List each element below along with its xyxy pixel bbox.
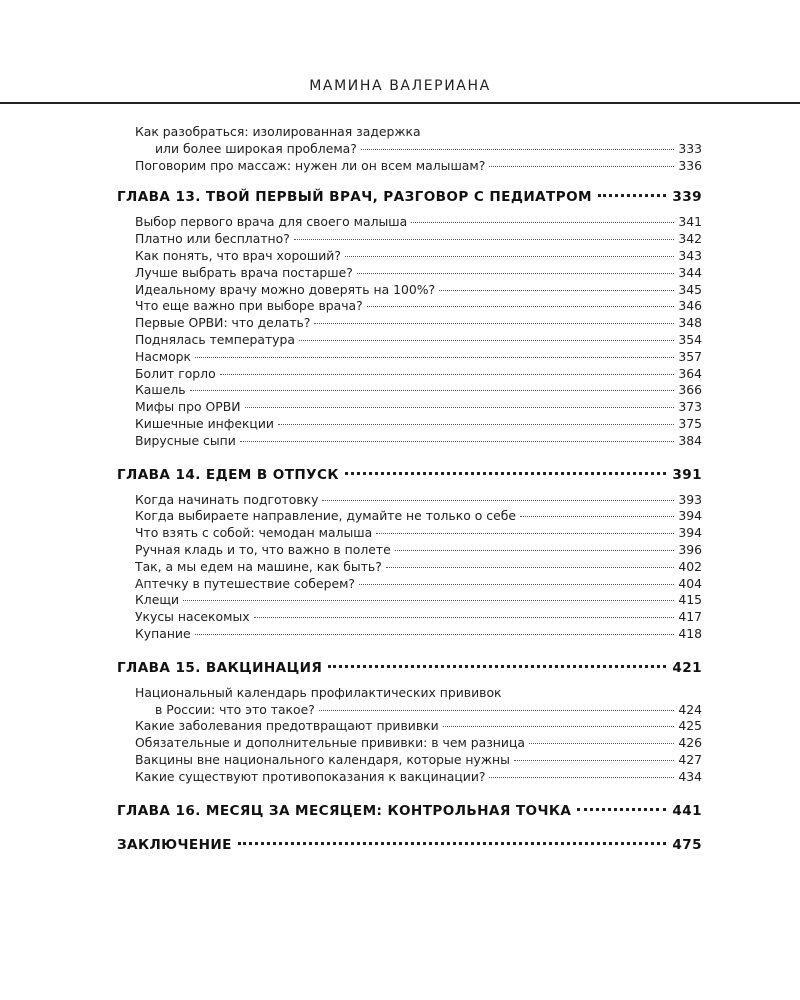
toc-entry-page: 366 (678, 382, 702, 398)
table-of-contents (117, 124, 702, 862)
toc-entry-page: 415 (678, 592, 702, 608)
chapter-title: ГЛАВА 13. ТВОЙ ПЕРВЫЙ ВРАЧ, РАЗГОВОР С ПЕДИАТРОМ (117, 189, 592, 206)
dot-leader (395, 550, 675, 551)
toc-entry-page: 396 (678, 541, 702, 557)
chapter-page: 421 (672, 659, 702, 676)
header-rule (0, 102, 800, 104)
dot-leader (322, 500, 674, 501)
dot-leader (278, 424, 674, 425)
toc-entry-page: 348 (678, 315, 702, 331)
toc-entry-title: Обязательные и дополнительные прививки: в чем разница (135, 735, 525, 751)
toc-entry-page: 345 (678, 281, 702, 297)
dot-leader (195, 357, 674, 358)
toc-entry-page: 336 (678, 157, 702, 173)
chapter-title: ГЛАВА 15. ВАКЦИНАЦИЯ (117, 659, 323, 676)
toc-entry-title: Клещи (135, 592, 180, 608)
toc-entry-page: 346 (678, 298, 702, 314)
toc-entry (117, 416, 702, 433)
toc-entry-title: Платно или бесплатно? (135, 231, 290, 247)
chapter-heading (117, 659, 702, 677)
toc-entry-title-line1: Национальный календарь профилактических прививок (135, 684, 502, 700)
chapter-heading (117, 836, 702, 854)
dot-leader (294, 239, 675, 240)
toc-entry (117, 214, 702, 231)
dot-leader (439, 290, 674, 291)
chapter-title: ЗАКЛЮЧЕНИЕ (117, 836, 232, 853)
toc-entry-title: Аптечку в путешествие соберем? (135, 575, 355, 591)
toc-entry-page: 384 (678, 432, 702, 448)
dot-leader (520, 516, 674, 517)
running-header (0, 0, 800, 104)
toc-entry-page: 393 (678, 491, 702, 507)
toc-entry-title: Когда начинать подготовку (135, 491, 319, 507)
toc-entry-page: 394 (678, 508, 702, 524)
toc-entry-title: Как понять, что врач хороший? (135, 247, 341, 263)
chapter-title: ГЛАВА 16. МЕСЯЦ ЗА МЕСЯЦЕМ: КОНТРОЛЬНАЯ ТОЧКА (117, 802, 572, 819)
dot-leader (411, 222, 674, 223)
toc-entry (117, 609, 702, 626)
toc-entry-page: 434 (678, 768, 702, 784)
toc-entry-line2 (135, 702, 702, 719)
chapter-page: 475 (672, 836, 702, 853)
toc-entry (117, 298, 702, 315)
toc-entry-page: 425 (678, 718, 702, 734)
chapter-title: ГЛАВА 14. ЕДЕМ В ОТПУСК (117, 466, 339, 483)
toc-entry (117, 433, 702, 450)
dot-leader (367, 306, 675, 307)
dot-leader (359, 584, 674, 585)
toc-entry (117, 576, 702, 593)
toc-entry-title: Кишечные инфекции (135, 415, 274, 431)
dot-leader (376, 533, 674, 534)
toc-entry-title: Когда выбираете направление, думайте не только о себе (135, 508, 516, 524)
toc-entry-title: Лучше выбрать врача постарше? (135, 264, 353, 280)
toc-entry-title: Укусы насекомых (135, 609, 250, 625)
toc-entry-title: Вакцины вне национального календаря, которые нужны (135, 751, 510, 767)
dot-leader (357, 273, 675, 274)
chapter-page: 391 (672, 466, 702, 483)
toc-entry-page: 424 (678, 701, 702, 717)
chapter-page: 441 (672, 802, 702, 819)
chapter-heading (117, 466, 702, 484)
dot-leader (314, 323, 674, 324)
toc-entry-title: Что еще важно при выборе врача? (135, 298, 363, 314)
toc-entry (117, 124, 702, 158)
toc-entry-page: 404 (678, 575, 702, 591)
toc-entry-page: 373 (678, 399, 702, 415)
toc-entry (117, 492, 702, 509)
toc-entry (117, 231, 702, 248)
toc-entry (117, 382, 702, 399)
toc-entry-title-line2: или более широкая проблема? (155, 140, 357, 156)
toc-entry (117, 592, 702, 609)
dot-leader (361, 149, 674, 150)
toc-entry-page: 364 (678, 365, 702, 381)
dot-leader (190, 390, 675, 391)
chapter-heading (117, 188, 702, 206)
toc-entry (117, 508, 702, 525)
toc-entry-page: 427 (678, 751, 702, 767)
toc-entry-title: Ручная кладь и то, что важно в полете (135, 541, 391, 557)
dot-leader (238, 842, 667, 845)
dot-leader (577, 808, 666, 811)
dot-leader (514, 760, 674, 761)
toc-entry-page: 357 (678, 348, 702, 364)
toc-entry (117, 626, 702, 643)
dot-leader (489, 777, 674, 778)
toc-entry (117, 248, 702, 265)
toc-entry (117, 735, 702, 752)
toc-entry (117, 399, 702, 416)
toc-entry-title-line2: в России: что это такое? (155, 701, 315, 717)
dot-leader (345, 256, 674, 257)
toc-entry-page: 341 (678, 214, 702, 230)
chapter-heading (117, 802, 702, 820)
toc-entry (117, 769, 702, 786)
toc-entry (117, 315, 702, 332)
dot-leader (328, 665, 666, 668)
toc-entry-title: Какие заболевания предотвращают прививки (135, 718, 439, 734)
toc-entry (117, 265, 702, 282)
dot-leader (489, 166, 674, 167)
running-header-title: МАМИНА ВАЛЕРИАНА (309, 78, 491, 94)
toc-entry (117, 282, 702, 299)
dot-leader (195, 634, 675, 635)
toc-entry-title-line1: Как разобраться: изолированная задержка (135, 124, 421, 139)
toc-entry (117, 542, 702, 559)
dot-leader (220, 374, 675, 375)
toc-entry-page: 402 (678, 558, 702, 574)
toc-entry-page: 343 (678, 247, 702, 263)
toc-entry (117, 525, 702, 542)
toc-entry-title: Так, а мы едем на машине, как быть? (135, 558, 382, 574)
toc-entry-title: Какие существуют противопоказания к вакцинации? (135, 768, 486, 784)
dot-leader (299, 340, 674, 341)
toc-entry (117, 366, 702, 383)
toc-entry-title: Идеальному врачу можно доверять на 100%? (135, 281, 436, 297)
toc-entry (117, 752, 702, 769)
toc-entry-page: 375 (678, 415, 702, 431)
dot-leader (529, 743, 674, 744)
toc-entry-title: Кашель (135, 382, 186, 398)
toc-entry-page: 394 (678, 525, 702, 541)
toc-entry-title: Насморк (135, 348, 191, 364)
toc-entry-line2 (135, 141, 702, 158)
toc-entry-title: Поднялась температура (135, 331, 295, 347)
toc-entry-title: Купание (135, 625, 191, 641)
dot-leader (254, 617, 675, 618)
toc-entry-page: 342 (678, 231, 702, 247)
toc-entry-page: 418 (678, 625, 702, 641)
toc-entry-page: 417 (678, 609, 702, 625)
toc-entry-page: 333 (678, 140, 702, 156)
dot-leader (386, 567, 675, 568)
toc-entry-page: 344 (678, 264, 702, 280)
dot-leader (183, 600, 674, 601)
toc-entry (117, 685, 702, 719)
toc-entry (117, 349, 702, 366)
toc-entry-page: 354 (678, 331, 702, 347)
toc-entry (117, 332, 702, 349)
toc-entry-title: Первые ОРВИ: что делать? (135, 315, 311, 331)
dot-leader (245, 407, 675, 408)
toc-entry-title: Вирусные сыпи (135, 432, 236, 448)
toc-entry (117, 718, 702, 735)
dot-leader (319, 710, 675, 711)
dot-leader (240, 441, 675, 442)
dot-leader (443, 726, 675, 727)
toc-entry-title: Выбор первого врача для своего малыша (135, 214, 408, 230)
toc-entry-title: Что взять с собой: чемодан малыша (135, 525, 373, 541)
chapter-page: 339 (672, 189, 702, 206)
toc-entry (117, 559, 702, 576)
dot-leader (598, 194, 666, 197)
toc-entry (117, 158, 702, 175)
toc-entry-title: Болит горло (135, 365, 216, 381)
dot-leader (345, 472, 667, 475)
toc-entry-page: 426 (678, 735, 702, 751)
toc-entry-title: Мифы про ОРВИ (135, 399, 241, 415)
toc-entry-title: Поговорим про массаж: нужен ли он всем малышам? (135, 157, 486, 173)
